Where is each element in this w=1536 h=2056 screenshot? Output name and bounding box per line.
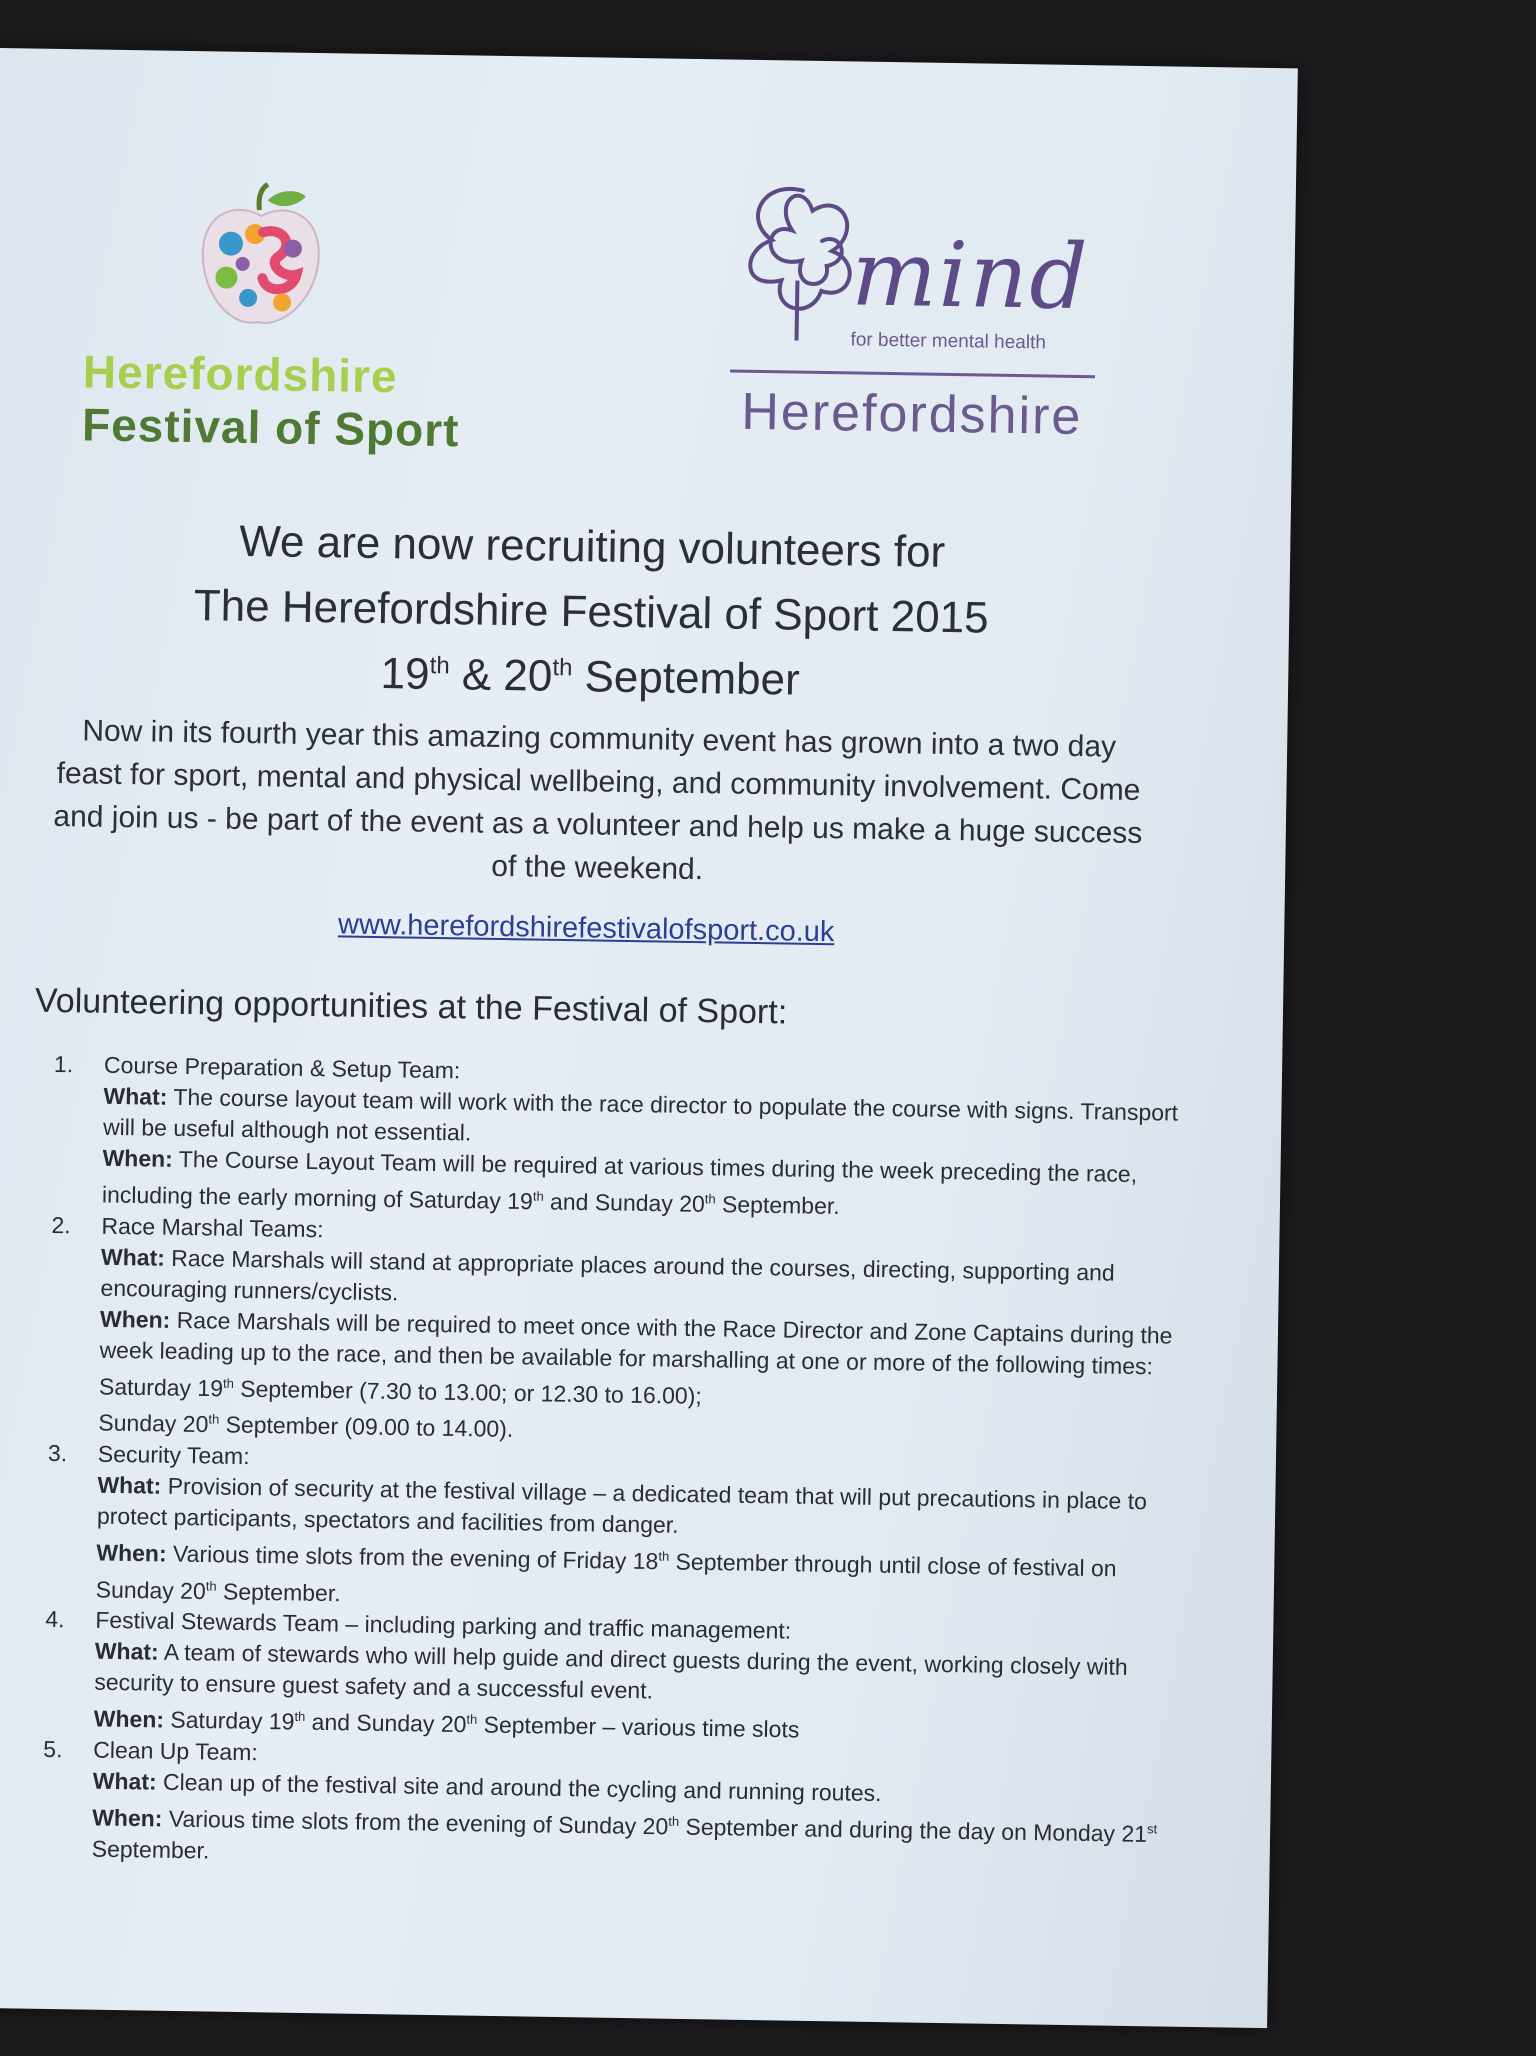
list-item: 4. Festival Stewards Team – including parking and traffic management: What: A team of stewards who will help guide and direct guests during the event, working closely with security to ensure guest safety and a successful event. When: Saturday 19th and Sunday 20th September – various time slots [44,1604,1186,1752]
mind-tagline: for better mental health [850,329,1047,354]
headline-line1: We are now recruiting volunteers for [238,516,946,577]
mind-herefordshire-logo [729,130,1134,456]
mind-divider [730,370,1095,379]
list-item: 1. Course Preparation & Setup Team: What: The course layout team will work with the race director to populate the course with signs. Transport will be useful although not essential. When: The Course Layout Team will be required at various times during the week preceding the race, including the early morning of Saturday 19th and Sunday 20th September. [52,1049,1194,1228]
item-when: When: Race Marshals will be required to meet once with the Race Director and Zone Captains during the week leading up to the race, and then be available for marshalling at one or more of the following times: [99,1305,1173,1379]
item-what: What: Provision of security at the festival village – a dedicated team that will put precautions in place to protect participants, spectators and facilities from danger. [96,1471,1148,1538]
item-what: What: A team of stewards who will help guide and direct guests during the event, working closely with security to ensure guest safety and a successful event. [94,1637,1128,1704]
flyer-page [0,48,1298,2028]
section-heading: Volunteering opportunities at the Festival of Sport: [34,981,788,1032]
item-title: Security Team: [97,1440,250,1470]
mind-scribble-icon [730,180,863,352]
item-what: What: The course layout team will work with the race director to populate the course with signs. Transport will be useful although not essential. [102,1082,1179,1146]
festival-logo-line2: Festival of Sport [81,398,460,457]
headline-dates: 19th & 20th September [380,649,801,705]
item-title: Clean Up Team: [93,1736,258,1766]
item-what: What: Race Marshals will stand at appropriate places around the courses, directing, supporting and encouraging runners/cyclists. [100,1243,1115,1306]
item-when: When: Various time slots from the evening of Friday 18th September through until close of festival on Sunday 20th September. [95,1539,1117,1606]
item-what: What: Clean up of the festival site and around the cycling and running routes. [92,1767,882,1806]
mind-wordmark: mind [850,221,1091,331]
item-when: When: Saturday 19th and Sunday 20th September – various time slots [93,1705,800,1743]
list-item: 2. Race Marshal Teams: What: Race Marshals will stand at appropriate places around the courses, directing, supporting and encouraging runners/cyclists. When: Race Marshals will be required to meet once with the Race Director and Zone Captains during the week leading up to the race, and then be available for marshalling at one or more of the following times: Saturday 19th September (7.30 to 13.00; or 12.30 to 16.00); Sunday 20th September (09.00 to 14.00). [48,1210,1191,1456]
festival-of-sport-logo [74,139,479,465]
item-when: When: The Course Layout Team will be required at various times during the week preceding the race, including the early morning of Saturday 19th and Sunday 20th September. [101,1144,1138,1219]
list-item: 3. Security Team: What: Provision of security at the festival village – a dedicated team that will put precautions in place to protect participants, spectators and facilities from danger. When: Various time slots from the evening of Friday 18th September through until close of festival on Sunday 20th September. [46,1438,1188,1622]
festival-logo-line1: Herefordshire [82,345,398,403]
item-time: Sunday 20th September (09.00 to 14.00). [98,1409,514,1443]
item-title: Race Marshal Teams: [101,1212,324,1242]
opportunities-list [41,1049,1194,1881]
item-title: Festival Stewards Team – including parking and traffic management: [95,1606,792,1644]
headline-line2: The Herefordshire Festival of Sport 2015 [193,581,989,643]
item-time: Saturday 19th September (7.30 to 13.00; or 12.30 to 16.00); [98,1373,702,1409]
intro-paragraph: Now in its fourth year this amazing community event has grown into a two day feast for sport, mental and physical wellbeing, and community involvement. Come and join us - be part of the event as a volunteer and help us make a huge success of the weekend. [53,714,1143,887]
apple-logo-icon [196,181,328,333]
list-item: 5. Clean Up Team: What: Clean up of the festival site and around the cycling and running routes. When: Various time slots from the evening of Sunday 20th September and during the day on Monday 21st September. [41,1734,1183,1882]
mind-county: Herefordshire [740,382,1083,447]
item-when: When: Various time slots from the evening of Sunday 20th September and during the day on Monday 21st September. [91,1804,1158,1864]
website-link[interactable]: www.herefordshirefestivalofsport.co.uk [337,908,835,949]
item-title: Course Preparation & Setup Team: [103,1051,461,1084]
